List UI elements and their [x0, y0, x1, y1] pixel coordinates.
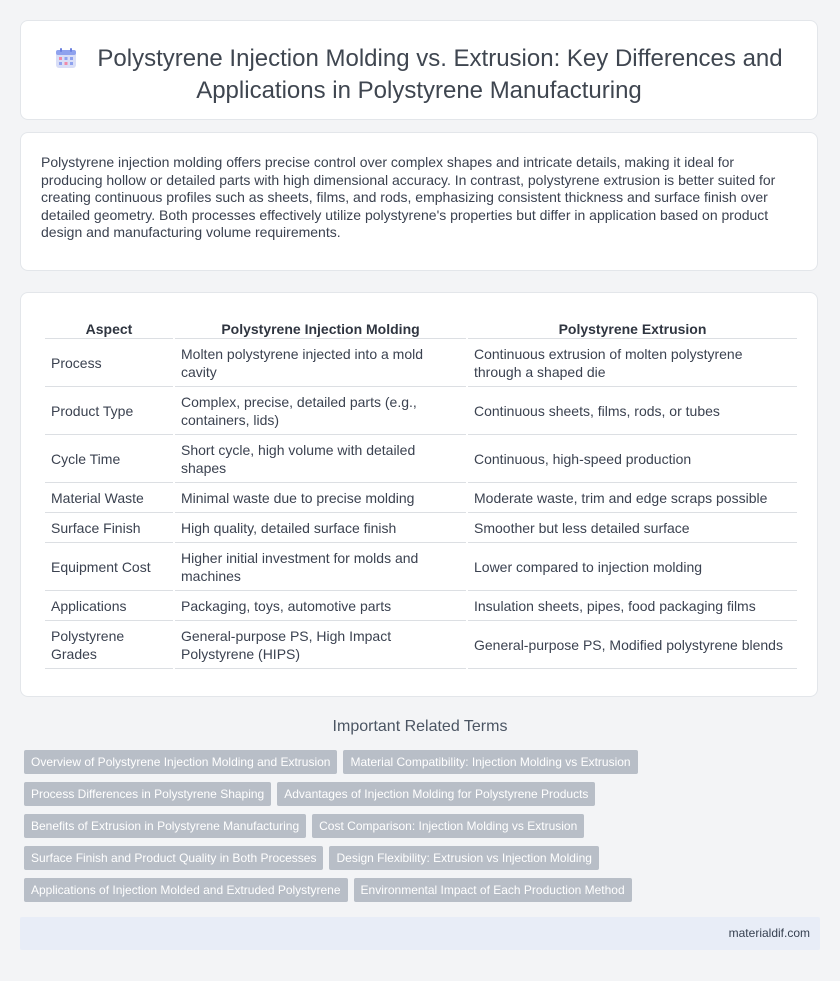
related-term-tag[interactable]: Overview of Polystyrene Injection Molding and Extrusion [24, 750, 337, 774]
table-row [45, 485, 797, 513]
aspect-cell: Product Type [45, 389, 173, 435]
injection-cell: Complex, precise, detailed parts (e.g., containers, lids) [175, 389, 466, 435]
injection-cell: General-purpose PS, High Impact Polystyrene (HIPS) [175, 623, 466, 669]
injection-cell: Molten polystyrene injected into a mold cavity [175, 341, 466, 387]
related-term-tag[interactable]: Process Differences in Polystyrene Shaping [24, 782, 271, 806]
extrusion-cell: General-purpose PS, Modified polystyrene blends [468, 623, 797, 669]
injection-cell: Minimal waste due to precise molding [175, 485, 466, 513]
aspect-cell: Surface Finish [45, 515, 173, 543]
comparison-table-card [20, 292, 818, 697]
page-title [21, 44, 817, 105]
extrusion-cell: Continuous extrusion of molten polystyrene through a shaped die [468, 341, 797, 387]
related-term-tag[interactable]: Surface Finish and Product Quality in Both Processes [24, 846, 323, 870]
aspect-cell: Process [45, 341, 173, 387]
related-term-tag[interactable]: Environmental Impact of Each Production Method [354, 878, 632, 902]
table-row [45, 623, 797, 669]
header-aspect: Aspect [45, 318, 173, 339]
aspect-cell: Applications [45, 593, 173, 621]
comparison-table [43, 316, 799, 671]
extrusion-cell: Continuous sheets, films, rods, or tubes [468, 389, 797, 435]
calendar-grid-icon [55, 47, 77, 76]
table-row [45, 389, 797, 435]
related-term-tag[interactable]: Design Flexibility: Extrusion vs Injection Molding [329, 846, 598, 870]
related-term-tag[interactable]: Applications of Injection Molded and Extruded Polystyrene [24, 878, 348, 902]
aspect-cell: Polystyrene Grades [45, 623, 173, 669]
related-term-tag[interactable]: Cost Comparison: Injection Molding vs Extrusion [312, 814, 584, 838]
related-terms-list [24, 750, 824, 910]
extrusion-cell: Insulation sheets, pipes, food packaging films [468, 593, 797, 621]
header-extrusion: Polystyrene Extrusion [468, 318, 797, 339]
footer-bar [20, 917, 820, 950]
aspect-cell: Cycle Time [45, 437, 173, 483]
aspect-cell: Material Waste [45, 485, 173, 513]
extrusion-cell: Continuous, high-speed production [468, 437, 797, 483]
table-row [45, 545, 797, 591]
table-row [45, 593, 797, 621]
extrusion-cell: Lower compared to injection molding [468, 545, 797, 591]
title-line-1: Polystyrene Injection Molding vs. Extrusion: Key Differences and [97, 45, 783, 72]
table-row [45, 341, 797, 387]
related-term-tag[interactable]: Advantages of Injection Molding for Polystyrene Products [277, 782, 595, 806]
intro-paragraph: Polystyrene injection molding offers precise control over complex shapes and intricate details, making it ideal for producing hollow or detailed parts with high dimensional accuracy. In contrast, polystyrene extrusion is better suited for creating continuous profiles such as sheets, films, and rods, emphasizing consistent thickness and surface finish over detailed geometry. Both processes effectively utilize polystyrene's properties but differ in application based on product design and manufacturing volume requirements. [41, 154, 776, 241]
table-row [45, 437, 797, 483]
extrusion-cell: Smoother but less detailed surface [468, 515, 797, 543]
table-row [45, 515, 797, 543]
related-term-tag[interactable]: Benefits of Extrusion in Polystyrene Manufacturing [24, 814, 306, 838]
intro-card [20, 132, 818, 271]
injection-cell: Short cycle, high volume with detailed shapes [175, 437, 466, 483]
extrusion-cell: Moderate waste, trim and edge scraps possible [468, 485, 797, 513]
injection-cell: Packaging, toys, automotive parts [175, 593, 466, 621]
table-header-row [45, 318, 797, 339]
injection-cell: Higher initial investment for molds and machines [175, 545, 466, 591]
header-injection-molding: Polystyrene Injection Molding [175, 318, 466, 339]
title-line-2: Applications in Polystyrene Manufacturing [196, 77, 642, 104]
title-card [20, 20, 818, 120]
injection-cell: High quality, detailed surface finish [175, 515, 466, 543]
related-term-tag[interactable]: Material Compatibility: Injection Molding vs Extrusion [343, 750, 637, 774]
footer-site-link[interactable]: materialdif.com [728, 926, 810, 940]
aspect-cell: Equipment Cost [45, 545, 173, 591]
related-terms-heading: Important Related Terms [332, 718, 508, 735]
